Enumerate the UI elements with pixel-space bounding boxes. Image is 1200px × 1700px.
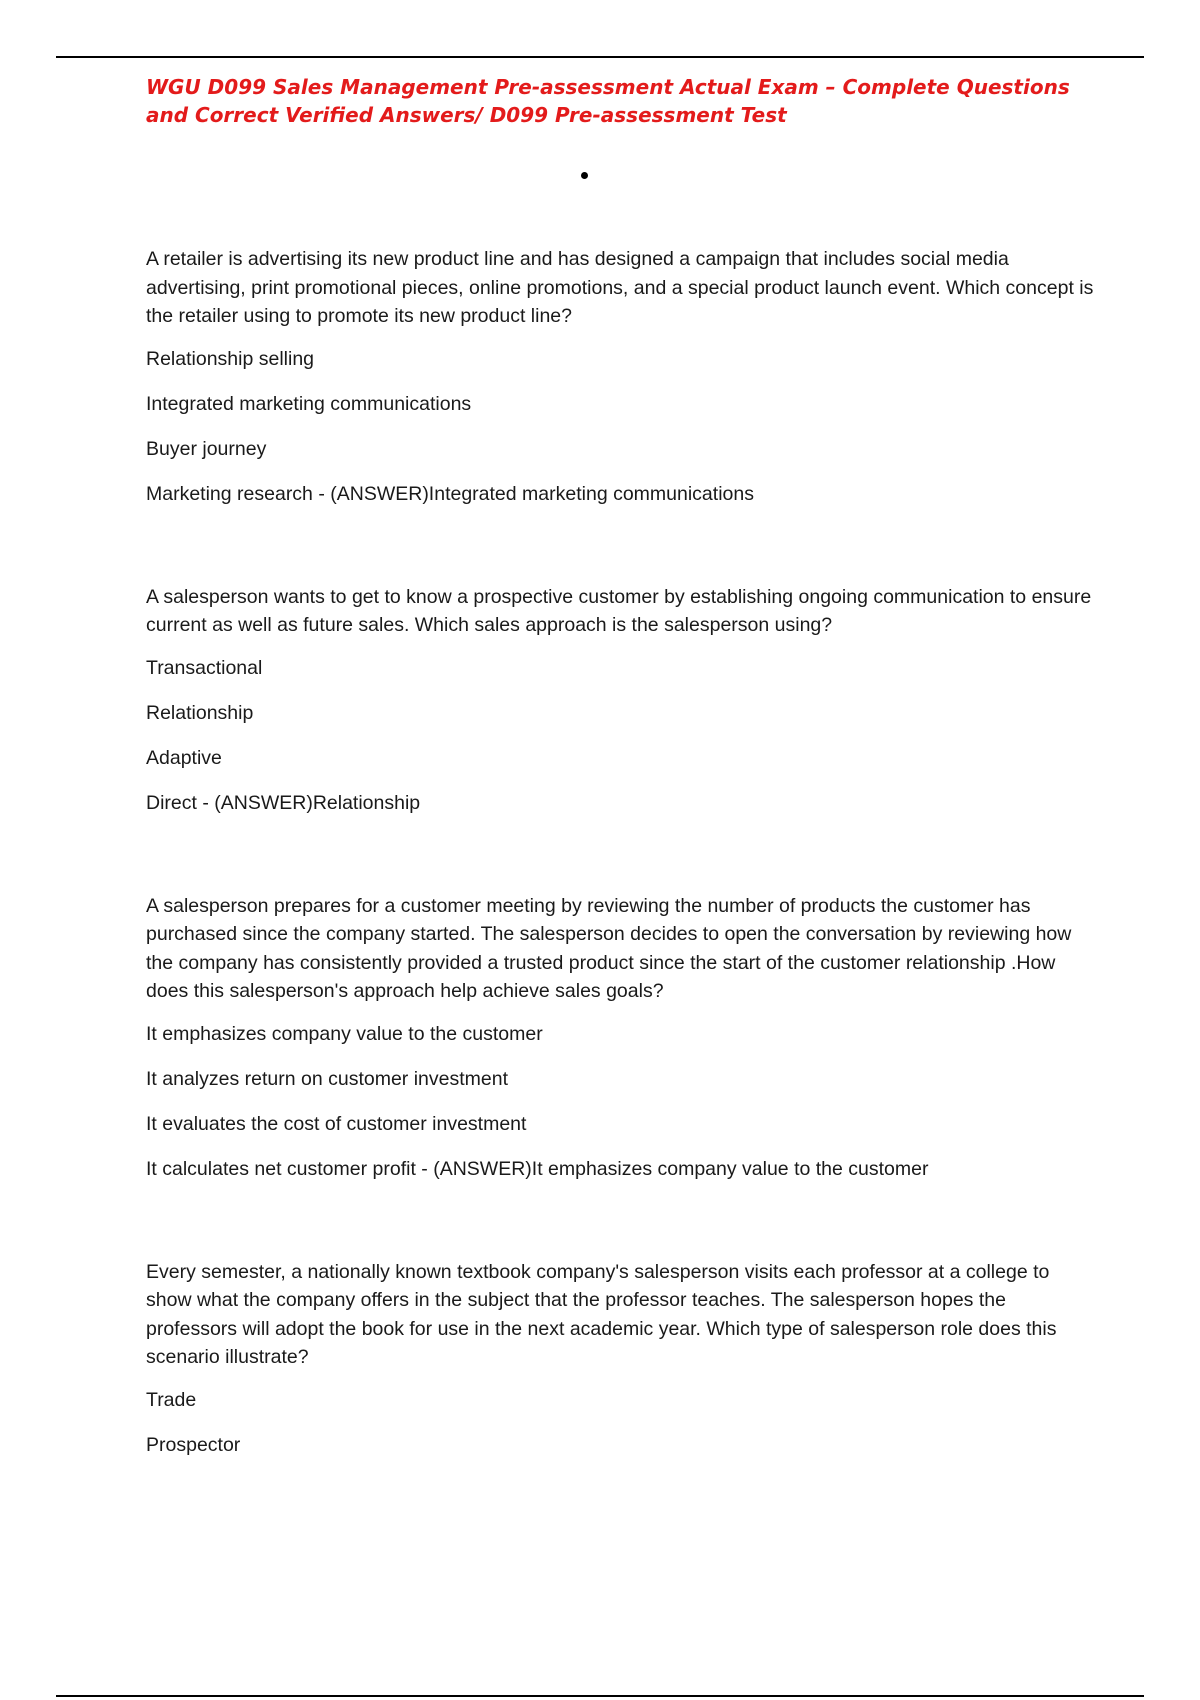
option: Trade xyxy=(146,1388,197,1411)
option-list xyxy=(146,654,1096,834)
option-with-answer: Direct - (ANSWER)Relationship xyxy=(146,791,421,814)
option: It analyzes return on customer investment xyxy=(146,1067,508,1090)
option: It evaluates the cost of customer investment xyxy=(146,1112,527,1135)
option: Relationship selling xyxy=(146,347,315,370)
question-text: Every semester, a nationally known textbook company's salesperson visits each professor at a college to show what the company offers in the subject that the professor teaches. The salesperson hopes the professors will adopt the book for use in the next academic year. Which type of salesperson role does this scenario illustrate? xyxy=(146,1260,1057,1368)
option: Prospector xyxy=(146,1433,241,1456)
question-text: A salesperson prepares for a customer meeting by reviewing the number of products the customer has purchased since the company started. The salesperson decides to open the conversation by reviewing how the company has consistently provided a trusted product since the start of the customer relationship .How does this salesperson's approach help achieve sales goals? xyxy=(146,894,1072,1002)
option: Adaptive xyxy=(146,746,222,769)
top-rule xyxy=(56,56,1144,58)
question-3 xyxy=(146,892,1096,1200)
question-2 xyxy=(146,583,1096,834)
question-1 xyxy=(146,245,1096,525)
document-title: WGU D099 Sales Management Pre-assessment Actual Exam – Complete Questions and Correct Verified Answers/ D099 Pre-assessment Test xyxy=(146,75,1070,127)
option-list xyxy=(146,1386,1096,1476)
option-with-answer: Marketing research - (ANSWER)Integrated marketing communications xyxy=(146,482,754,505)
option-list xyxy=(146,345,1096,525)
question-text: A retailer is advertising its new product line and has designed a campaign that includes social media advertising, print promotional pieces, online promotions, and a special product launch event. Which concept is the retailer using to promote its new product line? xyxy=(146,248,1094,327)
question-list xyxy=(146,245,1096,1476)
option: Buyer journey xyxy=(146,437,267,460)
question-text: A salesperson wants to get to know a prospective customer by establishing ongoing communication to ensure current as well as future sales. Which sales approach is the salesperson using? xyxy=(146,585,1092,636)
option: It emphasizes company value to the customer xyxy=(146,1022,543,1045)
option: Relationship xyxy=(146,701,254,724)
option: Integrated marketing communications xyxy=(146,392,472,415)
question-4 xyxy=(146,1258,1096,1476)
bottom-rule xyxy=(56,1695,1144,1697)
option-with-answer: It calculates net customer profit - (ANSWER)It emphasizes company value to the customer xyxy=(146,1157,929,1180)
option: Transactional xyxy=(146,656,263,679)
bullet-icon xyxy=(581,172,588,179)
option-list xyxy=(146,1020,1096,1200)
